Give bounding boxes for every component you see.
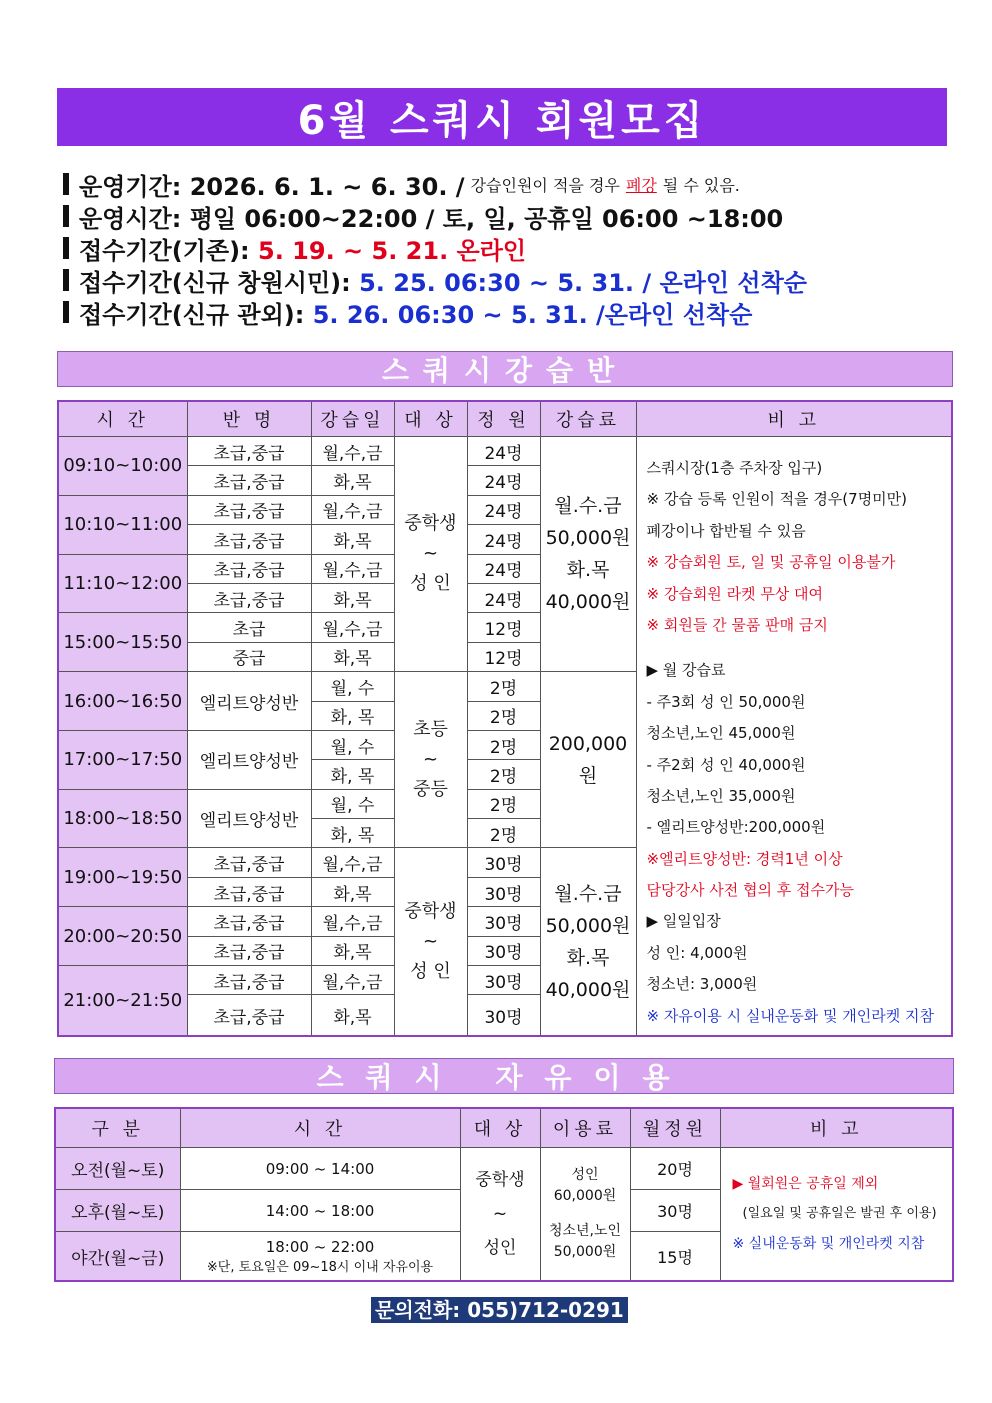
time-cell: 18:00~18:50 [58,789,187,848]
fee-line: 60,000원 [553,1188,617,1204]
target-line: 중학생 [475,1170,525,1190]
days-cell: 화,목 [311,583,394,612]
table-row [58,437,952,466]
note-line: ※ 실내운동화 및 개인라켓 지참 [732,1236,925,1252]
info-line4-label: 접수기간(신규 창원시민): [79,268,351,297]
days-cell: 화, 목 [311,701,394,730]
time-cell: 09:00 ~ 14:00 [180,1148,460,1190]
capacity-cell: 30명 [467,907,540,936]
header-notes: 비 고 [720,1108,953,1148]
fee-line: 50,000원 [553,1244,617,1260]
capacity-cell: 30명 [467,877,540,906]
category-cell: 오전(월~토) [55,1148,180,1190]
capacity-cell: 24명 [467,466,540,495]
note-line: 청소년,노인 35,000원 [646,786,796,805]
info-line3-label: 접수기간(기존): [79,236,250,265]
capacity-cell: 30명 [467,966,540,995]
target-cell [394,848,467,1036]
class-cell: 초급,중급 [187,466,311,495]
class-cell: 엘리트양성반 [187,672,311,731]
free-use-table [54,1107,954,1282]
class-cell: 초급,중급 [187,437,311,466]
target-cell [460,1148,540,1282]
note-line: 스쿼시장(1층 주차장 입구) [646,459,823,477]
target-cell [394,437,467,672]
header-notes: 비 고 [636,401,952,437]
days-cell: 월,수,금 [311,554,394,583]
note-line: 성 인: 4,000원 [646,943,748,962]
info-line1-note-a: 강습인원이 적을 경우 [470,175,620,195]
bullet-bar [63,205,69,227]
time-cell: 17:00~17:50 [58,730,187,789]
note-line: - 엘리트양성반:200,000원 [646,818,826,837]
fee-line: 40,000원 [545,591,631,614]
header-monthly-cap: 월정원 [630,1108,720,1148]
days-cell: 화, 목 [311,819,394,848]
note-line: ※ 강습회원 토, 일 및 공휴일 이용불가 [646,553,896,572]
time-cell: 19:00~19:50 [58,848,187,907]
bullet-bar [63,173,69,195]
note-line: 청소년: 3,000원 [646,975,758,994]
lesson-table-header [58,401,952,437]
fee-cell [540,1148,630,1282]
info-reception-new-local [63,264,963,296]
fee-cell: 200,000원 [540,672,636,848]
capacity-cell: 2명 [467,701,540,730]
fee-line: 화.목 [566,559,610,582]
target-line: 중학생 [404,513,457,535]
time-cell: 10:10~11:00 [58,495,187,554]
class-cell: 초급,중급 [187,936,311,965]
time-cell: 15:00~15:50 [58,613,187,672]
class-cell: 초급 [187,613,311,642]
class-cell: 초급,중급 [187,848,311,877]
info-line2: 운영시간: 평일 06:00~22:00 / 토, 일, 공휴일 06:00 ~18:00 [79,204,784,233]
note-spacer [647,641,948,655]
class-cell: 초급,중급 [187,966,311,995]
class-cell: 초급,중급 [187,554,311,583]
note-line: ※엘리트양성반: 경력1년 이상 [646,849,843,868]
days-cell: 월,수,금 [311,966,394,995]
target-line: 중등 [413,778,448,800]
fee-cell [540,437,636,672]
target-line: 성 인 [410,960,451,982]
capacity-cell: 2명 [467,760,540,789]
notes-cell [636,437,952,1037]
target-line: 중학생 [404,900,457,922]
note-line: ※ 회원들 간 물품 판매 금지 [646,615,828,634]
days-cell: 화,목 [311,877,394,906]
note-line: ▶ 월 강습료 [646,661,726,680]
info-line3-value: 5. 19. ~ 5. 21. 온라인 [258,236,527,265]
header-time: 시 간 [58,401,187,437]
info-operation-hours [63,200,963,232]
class-cell: 초급,중급 [187,495,311,524]
capacity-cell: 2명 [467,789,540,818]
capacity-cell: 2명 [467,672,540,701]
capacity-cell: 12명 [467,613,540,642]
capacity-cell: 12명 [467,642,540,671]
days-cell: 월,수,금 [311,495,394,524]
time-value: 18:00 ~ 22:00 [265,1237,375,1256]
days-cell: 화,목 [311,995,394,1037]
days-cell: 화,목 [311,525,394,554]
fee-line: 50,000원 [545,914,631,937]
capacity-cell: 15명 [630,1232,720,1282]
bullet-bar [63,301,69,323]
time-cell: 21:00~21:50 [58,966,187,1037]
header-fee: 이용료 [540,1108,630,1148]
bullet-bar [63,237,69,259]
capacity-cell: 30명 [467,936,540,965]
info-reception-existing [63,232,963,264]
info-operation-period [63,168,963,200]
fee-line: 월.수.금 [554,495,622,518]
capacity-cell: 24명 [467,495,540,524]
capacity-cell: 30명 [467,848,540,877]
class-cell: 중급 [187,642,311,671]
header-fee: 강습료 [540,401,636,437]
days-cell: 화,목 [311,642,394,671]
target-line: 성 인 [410,573,451,595]
capacity-cell: 2명 [467,730,540,759]
free-table-header [55,1108,953,1148]
fee-line: 화.목 [566,946,610,969]
capacity-cell: 30명 [467,995,540,1037]
time-cell: 11:10~12:00 [58,554,187,613]
capacity-cell: 20명 [630,1148,720,1190]
target-line: ~ [422,748,439,770]
class-cell: 초급,중급 [187,907,311,936]
days-cell: 월, 수 [311,672,394,701]
time-cell: 09:10~10:00 [58,437,187,496]
note-line: 폐강이나 합반될 수 있음 [646,521,806,540]
target-line: ~ [492,1204,508,1224]
time-note: ※단, 토요일은 09~18시 이내 자유이용 [206,1259,434,1275]
target-line: ~ [422,543,439,565]
lesson-section-heading: 스쿼시강습반 [57,351,953,387]
capacity-cell: 24명 [467,525,540,554]
info-line4-value: 5. 25. 06:30 ~ 5. 31. / 온라인 선착순 [359,268,807,297]
note-line: ※ 강습회원 라켓 무상 대여 [646,584,824,603]
time-cell: 14:00 ~ 18:00 [180,1190,460,1232]
target-cell [394,672,467,848]
category-cell: 오후(월~토) [55,1190,180,1232]
header-time: 시 간 [180,1108,460,1148]
class-cell: 초급,중급 [187,583,311,612]
note-line: ※ 강습 등록 인원이 적을 경우(7명미만) [646,490,908,509]
note-line: ※ 자유이용 시 실내운동화 및 개인라켓 지참 [646,1006,935,1025]
info-line5-value: 5. 26. 06:30 ~ 5. 31. /온라인 선착순 [312,300,753,329]
info-reception-new-outside [63,296,963,328]
fee-line: 청소년,노인 [548,1223,622,1239]
info-line1-label: 운영기간: 2026. 6. 1. ~ 6. 30. / [79,172,465,201]
days-cell: 월, 수 [311,730,394,759]
time-cell: 20:00~20:50 [58,907,187,966]
capacity-cell: 24명 [467,437,540,466]
time-cell: 16:00~16:50 [58,672,187,731]
info-line1-note-b: 될 수 있음. [662,175,740,195]
info-block [63,168,963,328]
time-cell [180,1232,460,1282]
class-cell: 엘리트양성반 [187,789,311,848]
days-cell: 월,수,금 [311,907,394,936]
note-line: ▶ 월회원은 공휴일 제외 [732,1176,879,1192]
note-line: (일요일 및 공휴일은 발권 후 이용) [742,1206,937,1221]
target-line: ~ [422,930,439,952]
capacity-cell: 30명 [630,1190,720,1232]
days-cell: 화,목 [311,936,394,965]
days-cell: 화, 목 [311,760,394,789]
note-line: 담당강사 사전 협의 후 접수가능 [646,881,854,900]
capacity-cell: 2명 [467,819,540,848]
info-line1-note-red: 폐강 [625,175,657,195]
note-line: 청소년,노인 45,000원 [646,724,796,743]
table-row [55,1148,953,1190]
free-section-heading: 스쿼시 자유이용 [54,1058,954,1094]
capacity-cell: 24명 [467,583,540,612]
fee-line: 성인 [571,1167,599,1183]
class-cell: 초급,중급 [187,525,311,554]
lesson-table [57,400,953,1037]
header-target: 대 상 [394,401,467,437]
header-category: 구 분 [55,1108,180,1148]
note-line: - 주3회 성 인 50,000원 [646,692,806,711]
info-line5-label: 접수기간(신규 관외): [79,300,305,329]
header-class: 반 명 [187,401,311,437]
bullet-bar [63,269,69,291]
header-target: 대 상 [460,1108,540,1148]
header-capacity: 정 원 [467,401,540,437]
fee-line: 50,000원 [545,527,631,550]
fee-spacer [541,1207,630,1221]
fee-line: 월.수.금 [554,882,622,905]
days-cell: 월, 수 [311,789,394,818]
fee-cell [540,848,636,1036]
days-cell: 월,수,금 [311,613,394,642]
page-title: 6월 스쿼시 회원모집 [57,88,947,146]
contact-phone: 문의전화: 055)712-0291 [371,1297,628,1323]
days-cell: 화,목 [311,466,394,495]
class-cell: 초급,중급 [187,877,311,906]
days-cell: 월,수,금 [311,848,394,877]
fee-line: 40,000원 [545,978,631,1001]
notes-cell [720,1148,953,1282]
target-line: 성인 [483,1238,517,1258]
target-line: 초등 [413,718,448,740]
capacity-cell: 24명 [467,554,540,583]
class-cell: 엘리트양성반 [187,730,311,789]
class-cell: 초급,중급 [187,995,311,1037]
note-line: ▶ 일일입장 [646,912,721,931]
note-line: - 주2회 성 인 40,000원 [646,755,806,774]
header-days: 강습일 [311,401,394,437]
category-cell: 야간(월~금) [55,1232,180,1282]
days-cell: 월,수,금 [311,437,394,466]
